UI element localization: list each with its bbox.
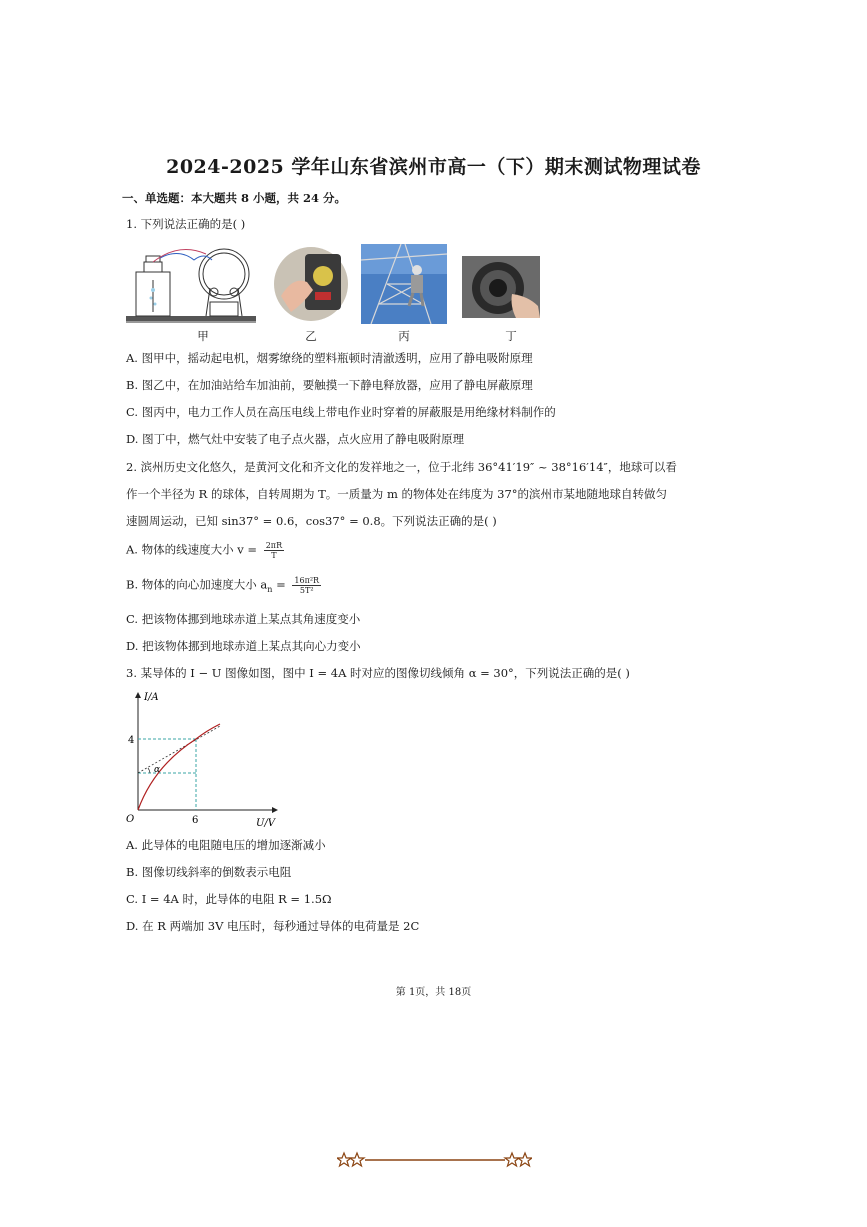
- y-axis-label: I/A: [144, 692, 159, 703]
- q3-iu-graph: [124, 686, 284, 828]
- q2-option-b-equals: =: [272, 577, 286, 592]
- figure-label-ding: 丁: [505, 329, 517, 343]
- q3-stem: 3. 某导体的 I − U 图像如图，图中 I = 4A 时对应的图像切线倾角 α = 30°，下列说法正确的是( ): [126, 666, 630, 680]
- q3-option-a: A. 此导体的电阻随电压的增加逐渐减小: [126, 838, 326, 852]
- q2-option-b: [126, 576, 321, 595]
- q3-option-b: B. 图像切线斜率的倒数表示电阻: [126, 865, 292, 879]
- q2-option-b-fraction: [292, 576, 321, 595]
- figure-yi-static-discharger: [273, 246, 349, 322]
- page-title: 2024-2025 学年山东省滨州市高一（下）期末测试物理试卷: [166, 156, 701, 178]
- figure-label-yi: 乙: [305, 329, 317, 343]
- y-tick-4: 4: [128, 735, 135, 746]
- q3-option-d: D. 在 R 两端加 3V 电压时，每秒通过导体的电荷量是 2C: [126, 919, 420, 933]
- iu-curve: [138, 724, 220, 810]
- star-icon: [518, 1153, 532, 1166]
- x-axis-label: U/V: [256, 818, 276, 828]
- origin-label: O: [126, 814, 135, 825]
- q2-option-b-denominator: 5T²: [299, 586, 314, 595]
- q2-option-a-denominator: T: [271, 551, 277, 560]
- q1-stem: 1. 下列说法正确的是( ): [126, 217, 246, 231]
- q2-option-a-numerator: 2πR: [265, 541, 283, 550]
- q1-option-b: B. 图乙中，在加油站给车加油前，要触摸一下静电释放器，应用了静电屏蔽原理: [126, 378, 533, 392]
- q1-option-d: D. 图丁中，燃气灶中安装了电子点火器，点火应用了静电吸附原理: [126, 432, 465, 446]
- figure-jia-apparatus: [124, 240, 264, 326]
- star-icon: [337, 1153, 351, 1166]
- q2-stem-line2: 作一个半径为 R 的球体，自转周期为 T。一质量为 m 的物体处在纬度为 37°的滨州市某地随地球自转做匀: [126, 487, 668, 501]
- page-footer: 第 1页，共 18页: [395, 987, 472, 998]
- q2-stem-line1: 2. 滨州历史文化悠久，是黄河文化和齐文化的发祥地之一，位于北纬 36°41′19″ ~ 38°16′14″，地球可以看: [126, 460, 677, 474]
- tangent-line: [138, 726, 220, 773]
- q2-stem-line3: 速圆周运动，已知 sin37° = 0.6，cos37° = 0.8。下列说法正确的是( ): [126, 514, 497, 528]
- q2-option-c: C. 把该物体挪到地球赤道上某点其角速度变小: [126, 612, 361, 626]
- q2-option-b-numerator: 16π²R: [294, 576, 320, 585]
- q1-option-c: C. 图丙中，电力工作人员在高压电线上带电作业时穿着的屏蔽服是用绝缘材料制作的: [126, 405, 556, 419]
- q2-option-d: D. 把该物体挪到地球赤道上某点其向心力变小: [126, 639, 361, 653]
- angle-label: α: [154, 765, 161, 775]
- figure-ding-gas-stove: [462, 256, 540, 318]
- q2-option-b-text: B. 物体的向心加速度大小 a: [126, 577, 268, 592]
- figure-bing-lineman: [361, 244, 447, 324]
- q2-option-a-fraction: [264, 541, 284, 560]
- figure-label-jia: 甲: [197, 329, 209, 343]
- q3-option-c: C. I = 4A 时，此导体的电阻 R = 1.5Ω: [126, 892, 332, 906]
- star-icon: [505, 1153, 519, 1166]
- x-tick-6: 6: [192, 815, 199, 826]
- decorative-divider: [337, 1150, 532, 1170]
- figure-label-bing: 丙: [398, 329, 410, 343]
- q1-option-a: A. 图甲中，摇动起电机，烟雾缭绕的塑料瓶顿时清澈透明，应用了静电吸附原理: [126, 351, 533, 365]
- q2-option-a: [126, 541, 284, 560]
- section-heading: 一、单选题：本大题共 8 小题，共 24 分。: [122, 191, 347, 205]
- star-icon: [350, 1153, 364, 1166]
- q2-option-b-subscript: n: [267, 584, 273, 594]
- q2-option-a-text: A. 物体的线速度大小 v =: [126, 542, 258, 557]
